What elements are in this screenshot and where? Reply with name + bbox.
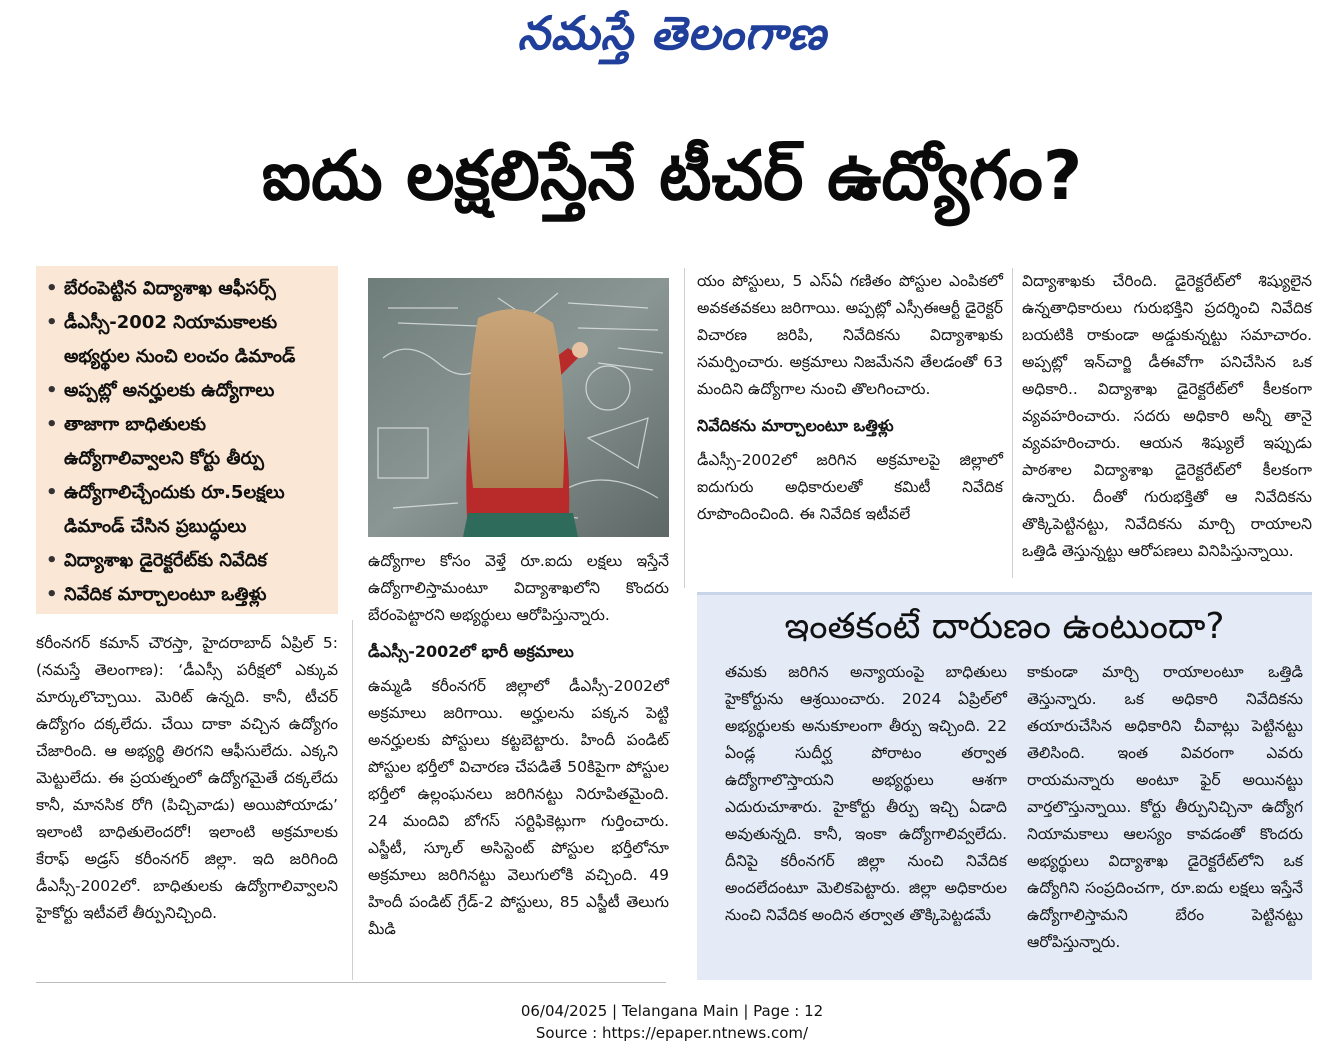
section-subhead: డీఎస్సీ-2002లో భారీ అక్రమాలు xyxy=(368,642,574,661)
column-divider xyxy=(352,620,353,980)
article-column-2 xyxy=(368,548,669,943)
sidebar-box xyxy=(697,592,1312,980)
highlight-item: • తాజాగా బాధితులకు ఉద్యోగాలివ్వాలని కోర్టు తీర్పు xyxy=(46,408,330,476)
highlight-item: • డీఎస్సీ-2002 నియామకాలకు అభ్యర్థుల నుంచి లంచం డిమాండ్ xyxy=(46,306,330,374)
highlight-item: • నివేదిక మార్చాలంటూ ఒత్తిళ్లు xyxy=(46,578,330,612)
section-subhead: నివేదికను మార్చాలంటూ ఒత్తిళ్లు xyxy=(697,416,894,435)
article-body: డీఎస్సీ-2002లో జరిగిన అక్రమాలపై జిల్లాలో ఐదుగురు అధికారులతో కమిటీ నివేదిక రూపొందించింది. ఈ నివేదిక ఇటీవలే xyxy=(697,451,1003,523)
footer-source-line: Source : https://epaper.ntnews.com/ xyxy=(535,1024,809,1042)
article-body: ఉమ్మడి కరీంనగర్ జిల్లాలో డీఎస్సీ-2002లో అక్రమాలు జరిగాయి. అర్హులను పక్కన పెట్టి అనర్హులకు పోస్టులు కట్టబెట్టారు. హిందీ పండిట్ పోస్టుల భర్తీలో విచారణ చేపడితే 50కిపైగా పోస్టుల భర్తీలో ఉల్లంఘనలు జరిగినట్టు నిరూపితమైంది. 24 మందివి బోగస్ సర్టిఫికెట్లుగా గుర్తించారు. ఎస్జీటీ, స్కూల్ అసిస్టెంట్ పోస్టుల భర్తీలోనూ అక్రమాలు జరిగినట్టు వెలుగులోకి వచ్చింది. 49 హిందీ పండిట్ గ్రేడ్-2 పోస్టులు, 85 ఎస్జీటీ తెలుగు మీడి xyxy=(368,677,669,938)
highlight-item: • విద్యాశాఖ డైరెక్టరేట్‌కు నివేదిక xyxy=(46,544,330,578)
article-column-4 xyxy=(1022,268,1312,565)
footer xyxy=(0,1000,1344,1044)
bottom-rule xyxy=(36,982,666,983)
photo-illustration xyxy=(368,278,669,537)
masthead xyxy=(0,0,1344,80)
headline: ఐదు లక్షలిస్తేనే టీచర్ ఉద్యోగం? xyxy=(261,137,1083,216)
highlight-item: • అప్పట్లో అనర్హులకు ఉద్యోగాలు xyxy=(46,374,330,408)
article-column-3 xyxy=(697,268,1003,528)
footer-date-line: 06/04/2025 | Telangana Main | Page : 12 xyxy=(520,1002,824,1020)
article-body: విద్యాశాఖకు చేరింది. డైరెక్టరేట్‌లో శిష్యులైన ఉన్నతాధికారులు గురుభక్తిని ప్రదర్శించి నివేదిక బయటికి రాకుండా అడ్డుకున్నట్టు సమాచారం. అప్పట్లో ఇన్‌చార్జి డీఈవోగా పనిచేసిన ఒక అధికారి.. విద్యాశాఖ డైరెక్టరేట్‌లో కీలకంగా వ్యవహరించారు. సదరు అధికారి అన్నీ తానై వ్యవహరించారు. ఆయన శిష్యులే ఇప్పుడు పాఠశాల విద్యాశాఖ డైరెక్టరేట్‌లో కీలకంగా ఉన్నారు. దీంతో గురుభక్తితో ఆ నివేదికను తొక్కిపెట్టినట్టు, నివేదికను మార్చి రాయాలని ఒత్తిడి తెస్తున్నట్టు ఆరోపణలు వినిపిస్తున్నాయి. xyxy=(1022,272,1312,560)
box-body: కాకుండా మార్చి రాయాలంటూ ఒత్తిడి తెస్తున్నారు. ఒక అధికారి నివేదికను తయారుచేసిన అధికారిని చీవాట్లు పెట్టినట్టు తెలిసింది. ఇంత వివరంగా ఎవరు రాయమన్నారు అంటూ ఫైర్ అయినట్టు వార్తలొస్తున్నాయి. కోర్టు తీర్పునిచ్చినా ఉద్యోగ నియామకాలు ఆలస్యం కావడంతో కొందరు అభ్యర్థులు విద్యాశాఖ డైరెక్టరేట్‌లోని ఒక ఉద్యోగిని సంప్రదించగా, రూ.ఐదు లక్షలు ఇస్తేనే ఉద్యోగాలిస్తామని బేరం పెట్టినట్టు ఆరోపిస్తున్నారు. xyxy=(1027,663,1303,951)
article-body: యం పోస్టులు, 5 ఎస్ఏ గణితం పోస్టుల ఎంపికలో అవకతవకలు జరిగాయి. అప్పట్లో ఎస్సీఈఆర్టీ డైరెక్టర్ విచారణ జరిపి, నివేదికను విద్యాశాఖకు సమర్పించారు. అక్రమాలు నిజమేనని తేలడంతో 63 మందిని ఉద్యోగాల నుంచి తొలగించారు. xyxy=(697,272,1003,398)
column-divider xyxy=(1012,268,1013,578)
box-column-right xyxy=(1027,659,1303,956)
highlight-item: • బేరంపెట్టిన విద్యాశాఖ ఆఫీసర్స్ xyxy=(46,272,330,306)
article-body: ఉద్యోగాల కోసం వెళ్తే రూ.ఐదు లక్షలు ఇస్తేనే ఉద్యోగాలిస్తామంటూ విద్యాశాఖలోని కొందరు బేరంపెట్టారని అభ్యర్థులు ఆరోపిస్తున్నారు. xyxy=(368,552,669,624)
masthead-title: నమస్తే తెలంగాణ xyxy=(517,6,827,60)
column-divider xyxy=(684,268,685,588)
article-column-1 xyxy=(36,630,338,927)
teacher-blackboard-photo xyxy=(368,278,669,537)
highlights-box xyxy=(36,266,338,614)
box-title: ఇంతకంటే దారుణం ఉంటుందా? xyxy=(784,606,1225,647)
highlight-item: • ఉద్యోగాలిచ్చేందుకు రూ.5లక్షలు డిమాండ్ చేసిన ప్రబుద్ధులు xyxy=(46,476,330,544)
box-body: తమకు జరిగిన అన్యాయంపై బాధితులు హైకోర్టును ఆశ్రయించారు. 2024 ఏప్రిల్‌లో అభ్యర్థులకు అనుకూలంగా తీర్పు ఇచ్చింది. 22 ఏండ్ల సుదీర్ఘ పోరాటం తర్వాత ఉద్యోగాలొస్తాయని అభ్యర్థులు ఆశగా ఎదురుచూశారు. హైకోర్టు తీర్పు ఇచ్చి ఏడాది అవుతున్నది. కానీ, ఇంకా ఉద్యోగాలివ్వలేదు. దీనిపై కరీంనగర్ జిల్లా నుంచి నివేదిక అందలేదంటూ మెలికపెట్టారు. జిల్లా అధికారుల నుంచి నివేదిక అందిన తర్వాత తొక్కిపెట్టడమే xyxy=(725,663,1007,924)
box-column-left xyxy=(725,659,1007,929)
article-body: కరీంనగర్ కమాన్ చౌరస్తా, హైదరాబాద్ ఏప్రిల్ 5: (నమస్తే తెలంగాణ): ‘డీఎస్సీ పరీక్షలో ఎక్కువ మార్కులొచ్చాయి. మెరిట్ ఉన్నది. కానీ, టీచర్ ఉద్యోగం దక్కలేదు. చేయి దాకా వచ్చిన ఉద్యోగం చేజారింది. ఆ అభ్యర్థి తిరగని ఆఫీసులేదు. ఎక్కని మెట్టులేదు. ఈ ప్రయత్నంలో ఉద్యోగమైతే దక్కలేదు కానీ, మానసిక రోగి (పిచ్చివాడు) అయిపోయాడు’ ఇలాంటి బాధితులెందరో! ఇలాంటి అక్రమాలకు కేరాఫ్ అడ్రస్ కరీంనగర్ జిల్లా. ఇది జరిగింది డీఎస్సీ-2002లో. బాధితులకు ఉద్యోగాలివ్వాలని హైకోర్టు ఇటీవలే తీర్పునిచ్చింది. xyxy=(36,634,338,922)
